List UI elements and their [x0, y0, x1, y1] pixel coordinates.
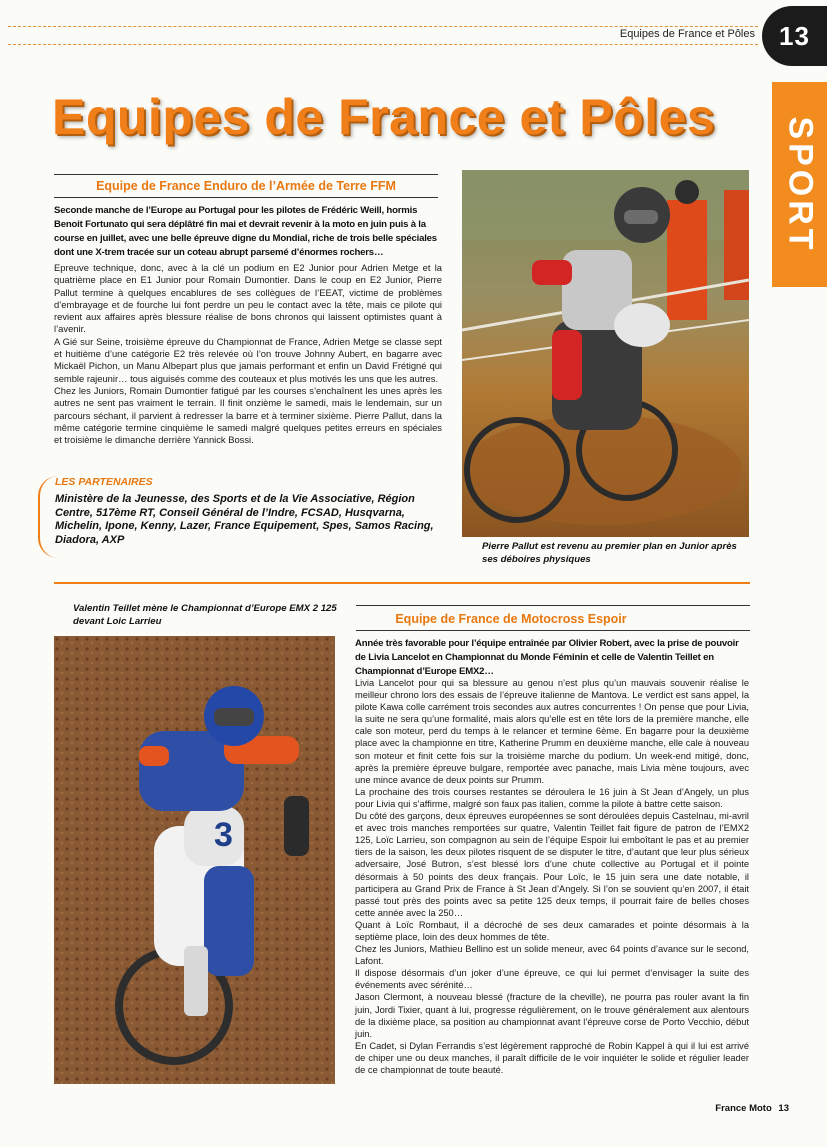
article2-lead: Année très favorable pour l’équipe entraînée par Olivier Robert, avec la prise de pouvoir de Livia Lancelot en Championnat du Monde Féminin et celle de Valentin Teillet en Championnat d’Europe EMX2… — [355, 638, 739, 677]
article2-paragraph: Il dispose désormais d’un joker d’une épreuve, ce qui lui permet d’envisager la suite des événements avec sérénité… — [355, 968, 749, 991]
article1-body — [54, 262, 442, 446]
article2-paragraph: Chez les Juniors, Mathieu Bellino est un solide meneur, avec 64 points d’avance sur le second, Lafont. — [355, 944, 749, 967]
article2-body — [355, 677, 749, 1076]
article2-paragraph: Quant à Loïc Rombaut, il a décroché de ses deux camarades et pointe désormais à la septième place, loin des deux hommes de tête. — [355, 919, 749, 942]
article1-heading: Equipe de France Enduro de l’Armée de Terre FFM — [96, 179, 396, 193]
article2-paragraph: Livia Lancelot pour qui sa blessure au genou n’est plus qu’un mauvais souvenir réalise le meilleur chrono lors des essais de l’épreuve italienne de Mantova. Le verdict est sans appel, la pilote Kawa colle carrément trois secondes aux autres concurrentes ! On pense que pour Livia, la suite ne sera qu’une formalité, mais alors qu’elle est en tête lors de la première manche, elle cale son moteur, perd du temps à le relancer et termine 6ème. En bagarre pour la deuxième place avec la championne en titre, Katherine Prumm en deuxième manche, elle cale à nouveau son moteur et finit cette fois sur la troisième marche du podium. Un week-end mitigé, donc, après la première épreuve bulgare, remportée avec panache, mais Livia mène toujours, avec une mince avance de deux points sur Prumm. — [355, 678, 749, 785]
article2-heading: Equipe de France de Motocross Espoir — [395, 612, 627, 626]
sport-side-tab — [772, 82, 827, 287]
article1-paragraph: Epreuve technique, donc, avec à la clé un podium en E2 Junior pour Adrien Metge et la quatrième place en E1 Junior pour Romain Dumontier. Dans le coup en E2 Junior, Pierre Pallut termine à quelques encablures de ses collègues de l’EEAT, victime de problèmes d’embrayage et de fourche lui font perdre un peu le contact avec la tête, mais ce pilote qui revient aux affaires après blessure réalise de bons chronos qui laissent optimistes quant à l’avenir. — [54, 262, 442, 335]
header-dashed-rule — [8, 26, 758, 27]
svg-text:3: 3 — [214, 816, 233, 854]
article1-lead: Seconde manche de l’Europe au Portugal pour les pilotes de Frédéric Weill, hormis Benoit Fortunato qui sera déplâtré fin mai et devrait revenir à la moto en juin puis à la course en juillet, avec une belle épreuve digne du Mondial, riche de trois belle spéciales dont une X-trem tracée sur un coteau abrupt parsemé d’énormes rochers… — [54, 205, 437, 258]
section-divider — [54, 582, 750, 584]
article2-paragraph: La prochaine des trois courses restantes se déroulera le 16 juin à St Jean d’Angely, un plus pour Livia qui s’affirme, malgré son faux pas italien, comme la pilote à battre cette saison. — [355, 786, 749, 809]
heading-rule-top — [54, 174, 438, 175]
partners-title: LES PARTENAIRES — [55, 476, 153, 488]
page-title: Equipes de France et Pôles — [52, 89, 716, 145]
enduro-photo-caption: Pierre Pallut est revenu au premier plan en Junior après ses déboires physiques — [482, 541, 737, 565]
heading-rule-top — [356, 605, 750, 606]
footer-page-number: 13 — [778, 1103, 789, 1114]
article2-paragraph: Du côté des garçons, deux épreuves européennes se sont déroulées depuis Castelnau, mi-avril et avec trois manches remportées sur quatre, Valentin Teillet fait figure de patron de l’EMX2 125, Loïc Larrieu, son compagnon au sein de l’équipe Espoir lui emboîtant le pas et au premier tiers de la saison, les deux pilotes risquent de se disputer le titre, d’autant que leur plus sérieux adversaire, José Butron, s’est blessé lors d’une chute collective au Portugal et il pointe désormais à 50 points des deux français. Pour Loïc, le 15 juin sera une date notable, il participera au Grand Prix de France à St Jean d’Angely. Si l’on se souvient qu’en 2007, il était passé tout près des points avec sa petite 125 deux temps, il pourrait faire de belles choses cette année avec la 250… — [355, 811, 749, 918]
page-footer — [715, 1103, 789, 1114]
enduro-photo — [462, 170, 749, 537]
article1-paragraph: A Gié sur Seine, troisième épreuve du Championnat de France, Adrien Metge se classe sept et huitième d’une catégorie E2 très relevée où l’on trouve Johnny Aubert, en bagarre avec Mickaël Pichon, un Manu Albepart plus que jamais performant et enfin un David Frétigné qui semble rajeunir… tous aiguisés comme des couteaux et plus motivés les uns que les autres. — [54, 335, 442, 384]
magazine-name: France Moto — [715, 1103, 772, 1114]
header-dashed-rule-bottom — [8, 44, 758, 45]
sport-side-tab-label: SPORT — [781, 115, 819, 254]
article2-paragraph: En Cadet, si Dylan Ferrandis s’est légèrement rapproché de Robin Kappel à qui il lui est arrivé de chiper une ou deux manches, il paraît difficile de le voir inquiéter le solide et régulier leader de ce championnat de toute beauté. — [355, 1040, 749, 1075]
motocross-photo-caption: Valentin Teillet mène le Championnat d’Europe EMX 2 125 devant Loic Larrieu — [73, 603, 337, 627]
running-header: Equipes de France et Pôles — [619, 28, 755, 40]
partners-list: Ministère de la Jeunesse, des Sports et de la Vie Associative, Région Centre, 517ème RT, Conseil Général de l’Indre, FCSAD, Husqvarna, Michelin, Ipone, Kenny, Lazer, France Equipement, Spes, Samos Racing, Diadora, AXP — [55, 493, 434, 546]
page-number-tab: 13 — [762, 6, 827, 66]
article1-paragraph: Chez les Juniors, Romain Dumontier fatigué par les courses s’enchaînent les unes après les autres ne sent pas vraiment le terrain. Il finit onzième le samedi, mais le lendemain, sur un parcours séchant, il parvient à redresser la barre et à terminer sixième. Pierre Pallut, dans la même catégorie termine cinquième le samedi malgré quelques petites erreurs en spéciales et troisième le dimanche derrière Yannick Bossi. — [54, 384, 442, 446]
heading-rule-bottom — [356, 630, 750, 631]
motocross-photo — [54, 636, 335, 1084]
article2-paragraph: Jason Clermont, à nouveau blessé (fracture de la cheville), ne pourra pas rouler avant la fin juin, Jordi Tixier, quant à lui, progresse régulièrement, on le trouve généralement aux alentours de la dixième place, sa position au championnat avant l’épreuve corse de Porto Vecchio, début juin. — [355, 992, 749, 1039]
heading-rule-bottom — [54, 197, 438, 198]
